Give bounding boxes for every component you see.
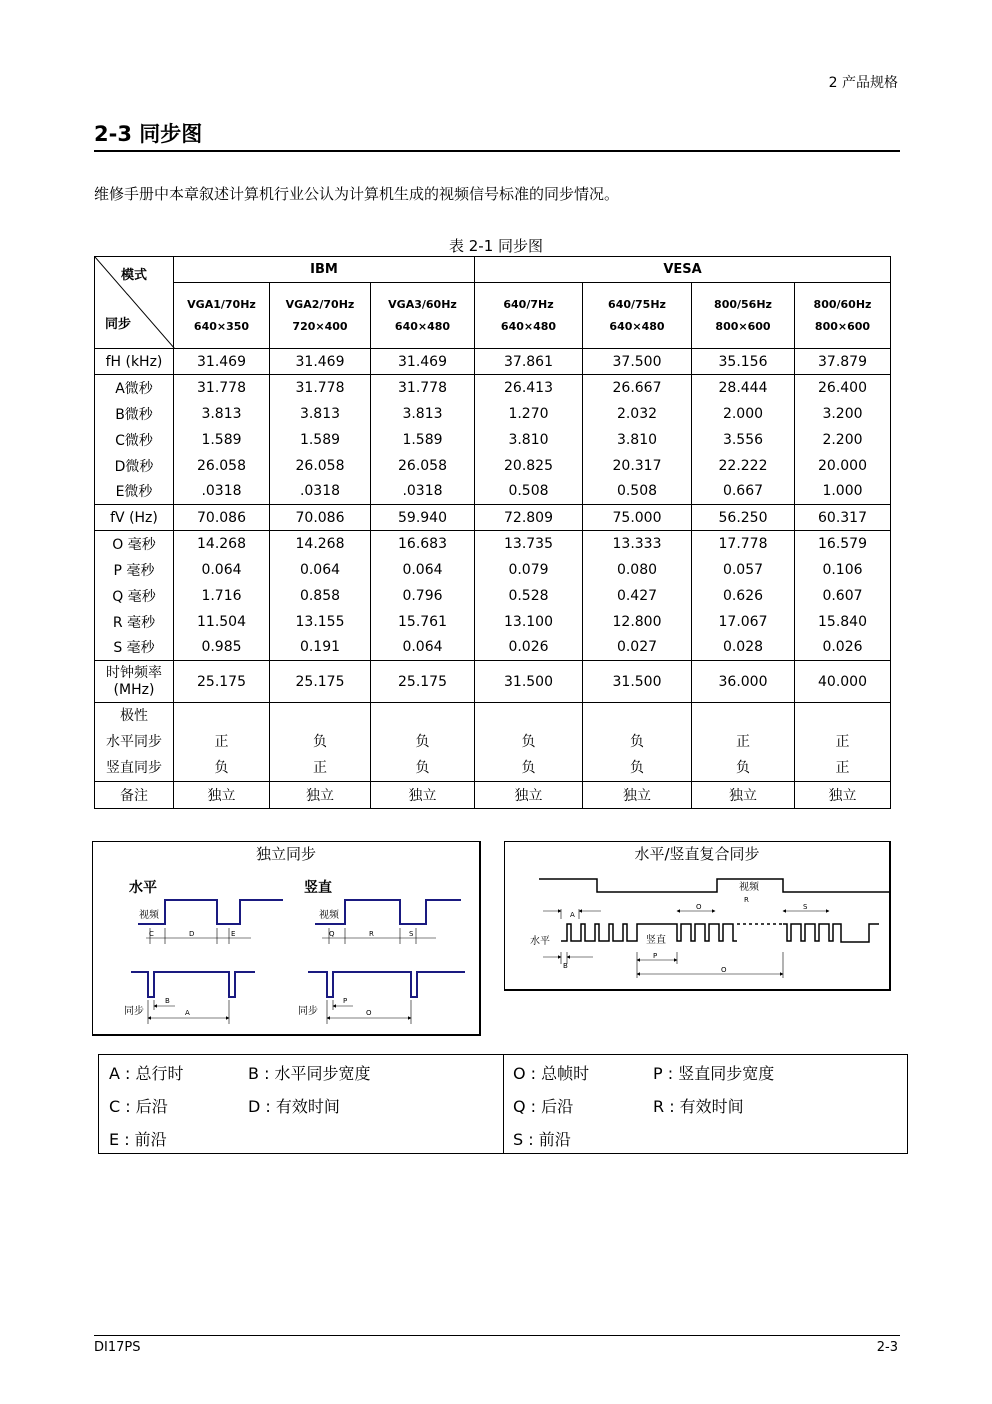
v-polarity: 负 [521, 760, 536, 776]
table-cell: 0.064 [371, 635, 475, 661]
intro-text: 维修手册中本章叙述计算机行业公认为计算机生成的视频信号标准的同步情况。 [94, 185, 620, 203]
composite-o2-label: O [721, 966, 727, 974]
h-c-label: C [149, 930, 154, 938]
mode-resolution: 800×600 [715, 319, 771, 333]
group-ibm: IBM [174, 257, 475, 283]
table-cell: 59.940 [371, 505, 475, 531]
table-cell: .0318 [270, 479, 371, 505]
table-cell: 37.879 [795, 349, 891, 375]
table-cell: 0.626 [692, 583, 795, 609]
section-header: 2 产品规格 [828, 75, 898, 91]
legend-divider [503, 1055, 504, 1153]
table-caption: 表 2-1 同步图 [448, 237, 544, 255]
table-cell: 31.500 [475, 661, 583, 703]
table-cell: 13.100 [475, 609, 583, 635]
mode-resolution: 640×480 [609, 319, 665, 333]
table-cell: 0.191 [270, 635, 371, 661]
mode-name: VGA2/70Hz [285, 297, 355, 311]
h-e-label: E [231, 930, 236, 938]
v-sync-label: 同步 [298, 1006, 318, 1017]
v-polarity: 负 [214, 760, 229, 776]
table-cell: 0.528 [475, 583, 583, 609]
table-cell: 20.000 [795, 453, 891, 479]
table-cell: 1.000 [795, 479, 891, 505]
table-cell: 13.333 [583, 531, 692, 557]
table-cell: 37.500 [583, 349, 692, 375]
table-row [95, 427, 891, 453]
table-cell: 0.667 [692, 479, 795, 505]
table-cell: 20.825 [475, 453, 583, 479]
table-cell: 16.683 [371, 531, 475, 557]
polarity-label: 竖直同步 [106, 760, 162, 776]
v-s-label: S [409, 930, 414, 938]
table-cell: 26.400 [795, 375, 891, 401]
h-polarity: 负 [313, 734, 327, 750]
table-cell: 56.250 [692, 505, 795, 531]
table-cell: 3.556 [692, 427, 795, 453]
composite-sync-wave-end [783, 924, 879, 942]
v-o-label: O [366, 1009, 372, 1017]
table-row [95, 609, 891, 635]
table-row [95, 531, 891, 557]
row-label: 备注 [95, 782, 174, 809]
table-cell: 3.813 [270, 401, 371, 427]
table-cell: 3.813 [371, 401, 475, 427]
mode-resolution: 800×600 [814, 319, 871, 333]
sync-table [94, 256, 891, 809]
table-cell: 3.200 [795, 401, 891, 427]
table-cell: 3.810 [583, 427, 692, 453]
composite-r-label: R [744, 896, 749, 904]
polarity-cell [692, 703, 795, 782]
table-cell: 独立 [174, 782, 270, 809]
table-cell: 0.079 [475, 557, 583, 583]
table-cell: 37.861 [475, 349, 583, 375]
independent-sync-title: 独立同步 [255, 845, 316, 863]
table-cell: 0.027 [583, 635, 692, 661]
v-polarity: 正 [835, 760, 850, 776]
table-row [95, 453, 891, 479]
mode-name: 640/7Hz [503, 297, 554, 311]
composite-p-label: P [653, 952, 658, 960]
table-cell: 35.156 [692, 349, 795, 375]
table-cell: 72.809 [475, 505, 583, 531]
header-corner-cell [95, 257, 174, 349]
row-label: E微秒 [95, 479, 174, 505]
table-cell: 26.667 [583, 375, 692, 401]
row-label: B微秒 [95, 401, 174, 427]
composite-sync-diagram [505, 864, 889, 989]
polarity-cell [795, 703, 891, 782]
h-polarity: 正 [835, 734, 850, 750]
polarity-cell [270, 703, 371, 782]
table-cell: 75.000 [583, 505, 692, 531]
table-cell: 25.175 [270, 661, 371, 703]
mode-resolution: 640×350 [193, 319, 250, 333]
row-label: fV (Hz) [95, 505, 174, 531]
page-title: 2-3 同步图 [94, 122, 203, 146]
legend-e: E : 前沿 [109, 1130, 167, 1149]
v-polarity: 负 [736, 760, 750, 776]
h-polarity: 正 [736, 734, 750, 750]
mode-header-cell [692, 283, 795, 349]
table-cell: 15.761 [371, 609, 475, 635]
table-cell: 25.175 [174, 661, 270, 703]
table-cell: 0.858 [270, 583, 371, 609]
table-cell: 36.000 [692, 661, 795, 703]
table-cell: 60.317 [795, 505, 891, 531]
composite-s-label: S [803, 903, 808, 911]
legend-r: R : 有效时间 [653, 1097, 744, 1116]
mode-resolution: 640×480 [500, 319, 557, 333]
table-cell: 20.317 [583, 453, 692, 479]
h-a-label: A [185, 1009, 190, 1017]
table-cell: 26.058 [270, 453, 371, 479]
footer-model: DI17PS [94, 1340, 141, 1355]
table-cell: 15.840 [795, 609, 891, 635]
table-cell: 1.589 [174, 427, 270, 453]
polarity-cell [174, 703, 270, 782]
table-cell: 17.067 [692, 609, 795, 635]
table-row [95, 583, 891, 609]
table-cell: 独立 [583, 782, 692, 809]
legend-a: A : 总行时 [109, 1064, 184, 1083]
table-row [95, 479, 891, 505]
mode-name: VGA1/70Hz [187, 297, 256, 311]
row-label: C微秒 [95, 427, 174, 453]
table-cell: 31.469 [371, 349, 475, 375]
table-cell: 3.813 [174, 401, 270, 427]
table-cell: 70.086 [174, 505, 270, 531]
v-q-label: Q [329, 930, 335, 938]
h-video-label: 视频 [139, 910, 159, 921]
table-row [95, 505, 891, 531]
legend-d: D : 有效时间 [248, 1097, 340, 1116]
table-cell: 0.026 [795, 635, 891, 661]
mode-resolution: 720×400 [292, 319, 348, 333]
table-cell: .0318 [174, 479, 270, 505]
polarity-label: 极性 [120, 708, 148, 724]
composite-video-label: 视频 [739, 882, 759, 893]
table-cell: 31.469 [270, 349, 371, 375]
table-row [95, 661, 891, 703]
table-cell: 0.985 [174, 635, 270, 661]
table-row [95, 349, 891, 375]
table-row [95, 782, 891, 809]
row-label [95, 703, 174, 782]
table-cell: 28.444 [692, 375, 795, 401]
table-cell: 31.500 [583, 661, 692, 703]
row-label: R 毫秒 [95, 609, 174, 635]
clock-unit: (MHz) [113, 681, 155, 698]
row-label [95, 661, 174, 703]
table-cell: 0.508 [583, 479, 692, 505]
composite-b-label: B [563, 962, 568, 970]
sync-label: 同步 [105, 317, 132, 332]
table-cell: 3.810 [475, 427, 583, 453]
legend-c: C : 后沿 [109, 1097, 168, 1116]
table-cell: 1.589 [371, 427, 475, 453]
table-cell: 22.222 [692, 453, 795, 479]
table-cell: 26.058 [371, 453, 475, 479]
polarity-cell [371, 703, 475, 782]
table-cell: 31.469 [174, 349, 270, 375]
mode-name: 800/60Hz [813, 297, 872, 311]
mode-name: 640/75Hz [608, 297, 666, 311]
table-cell: 0.508 [475, 479, 583, 505]
v-video-label: 视频 [319, 910, 339, 921]
footer-rule [94, 1335, 900, 1336]
table-row [95, 703, 891, 782]
footer-page: 2-3 [876, 1340, 898, 1355]
table-cell: 独立 [475, 782, 583, 809]
polarity-cell [583, 703, 692, 782]
table-cell: 0.064 [270, 557, 371, 583]
table-cell: 独立 [795, 782, 891, 809]
h-b-label: B [165, 997, 170, 1005]
composite-o-label: O [696, 903, 702, 911]
h-polarity: 负 [415, 734, 430, 750]
table-cell: 0.796 [371, 583, 475, 609]
row-label: D微秒 [95, 453, 174, 479]
legend-q: Q : 后沿 [513, 1097, 574, 1116]
table-cell: 1.589 [270, 427, 371, 453]
independent-sync-panel [92, 841, 481, 1036]
legend-b: B : 水平同步宽度 [248, 1064, 371, 1083]
v-polarity: 负 [415, 760, 430, 776]
v-sync-wave [308, 972, 465, 997]
v-title: 竖直 [304, 880, 332, 896]
row-label: O 毫秒 [95, 531, 174, 557]
table-cell: 25.175 [371, 661, 475, 703]
table-cell: 2.200 [795, 427, 891, 453]
composite-vertical-label: 竖直 [646, 935, 666, 946]
mode-header-cell [371, 283, 475, 349]
table-cell: 0.057 [692, 557, 795, 583]
table-cell: 0.064 [174, 557, 270, 583]
mode-header-cell [174, 283, 270, 349]
table-cell: 13.735 [475, 531, 583, 557]
table-cell: 0.427 [583, 583, 692, 609]
table-cell: 31.778 [270, 375, 371, 401]
table-cell: 0.026 [475, 635, 583, 661]
h-polarity: 负 [521, 734, 536, 750]
table-row [95, 375, 891, 401]
table-cell: 26.058 [174, 453, 270, 479]
h-sync-wave [131, 972, 255, 997]
composite-video-wave [539, 879, 889, 892]
table-cell: 独立 [371, 782, 475, 809]
table-cell: 1.716 [174, 583, 270, 609]
table-cell: 独立 [270, 782, 371, 809]
mode-header-row [95, 283, 891, 349]
composite-sync-title: 水平/竖直复合同步 [634, 845, 760, 863]
composite-a-label: A [570, 911, 575, 919]
table-row [95, 635, 891, 661]
table-cell: 17.778 [692, 531, 795, 557]
table-cell: 0.064 [371, 557, 475, 583]
table-cell: 11.504 [174, 609, 270, 635]
h-polarity: 正 [214, 734, 229, 750]
table-cell: 0.106 [795, 557, 891, 583]
polarity-cell [475, 703, 583, 782]
h-polarity: 负 [630, 734, 644, 750]
table-row [95, 401, 891, 427]
table-cell: 2.000 [692, 401, 795, 427]
mode-header-cell [270, 283, 371, 349]
legend-o: O : 总帧时 [513, 1064, 590, 1083]
legend-s: S : 前沿 [513, 1130, 571, 1149]
h-video-wave [138, 900, 283, 924]
table-body [95, 349, 891, 809]
table-cell: 12.800 [583, 609, 692, 635]
mode-resolution: 640×480 [394, 319, 451, 333]
table-cell: 70.086 [270, 505, 371, 531]
h-d-label: D [189, 930, 195, 938]
legend-p: P : 竖直同步宽度 [653, 1064, 775, 1083]
v-polarity: 正 [313, 760, 327, 776]
polarity-label: 水平同步 [106, 734, 162, 750]
table-cell: 0.080 [583, 557, 692, 583]
independent-sync-diagram [93, 864, 479, 1034]
table-cell: .0318 [371, 479, 475, 505]
table-cell: 14.268 [174, 531, 270, 557]
table-cell: 0.607 [795, 583, 891, 609]
mode-label: 模式 [121, 268, 148, 283]
group-vesa: VESA [475, 257, 891, 283]
v-r-label: R [369, 930, 374, 938]
row-label: S 毫秒 [95, 635, 174, 661]
v-p-label: P [343, 997, 348, 1005]
legend-box [98, 1054, 908, 1154]
table-row [95, 557, 891, 583]
h-title: 水平 [129, 880, 157, 896]
mode-header-cell [583, 283, 692, 349]
mode-name: VGA3/60Hz [388, 297, 457, 311]
title-rule [94, 150, 900, 152]
row-label: Q 毫秒 [95, 583, 174, 609]
composite-horizontal-label: 水平 [530, 936, 550, 947]
table-cell: 13.155 [270, 609, 371, 635]
mode-header-cell [795, 283, 891, 349]
table-cell: 31.778 [174, 375, 270, 401]
table-cell: 1.270 [475, 401, 583, 427]
composite-sync-panel [504, 841, 891, 991]
row-label: P 毫秒 [95, 557, 174, 583]
v-polarity: 负 [630, 760, 644, 776]
table-cell: 16.579 [795, 531, 891, 557]
row-label: A微秒 [95, 375, 174, 401]
table-cell: 0.028 [692, 635, 795, 661]
h-sync-label: 同步 [124, 1006, 144, 1017]
table-cell: 26.413 [475, 375, 583, 401]
clock-label: 时钟频率 [106, 664, 162, 681]
mode-name: 800/56Hz [714, 297, 772, 311]
mode-header-cell [475, 283, 583, 349]
table-cell: 独立 [692, 782, 795, 809]
table-cell: 31.778 [371, 375, 475, 401]
row-label: fH (kHz) [95, 349, 174, 375]
table-cell: 14.268 [270, 531, 371, 557]
table-cell: 2.032 [583, 401, 692, 427]
table-cell: 40.000 [795, 661, 891, 703]
